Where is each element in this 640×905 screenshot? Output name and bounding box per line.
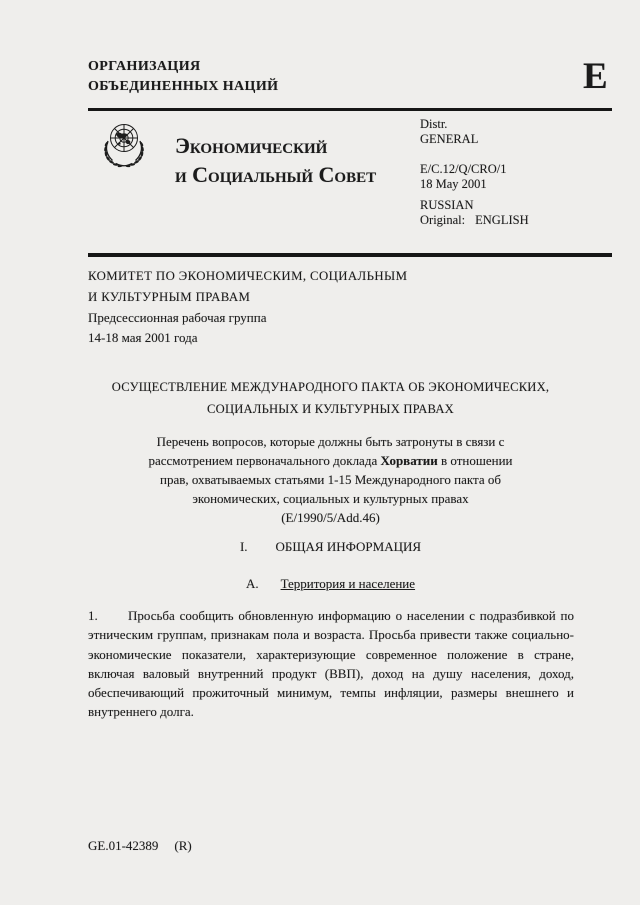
committee-name-line1: КОМИТЕТ ПО ЭКОНОМИЧЕСКИМ, СОЦИАЛЬНЫМ [88,269,408,283]
document-title-line2: СОЦИАЛЬНЫХ И КУЛЬТУРНЫХ ПРАВАХ [207,402,454,416]
ge-code: GE.01-42389 [88,838,159,853]
subtitle-line2-after: в отношении [437,453,513,468]
section-title: ОБЩАЯ ИНФОРМАЦИЯ [275,539,422,554]
committee-block [88,266,407,347]
council-title [175,131,376,189]
doc-language: RUSSIAN [420,198,474,212]
section-number: I. [239,539,248,554]
subtitle-line4: экономических, социальных и культурных правах [192,491,469,506]
document-title-line1: ОСУЩЕСТВЛЕНИЕ МЕЖДУНАРОДНОГО ПАКТА ОБ ЭКОНОМИЧЕСКИХ, [111,380,550,394]
org-name [88,57,278,97]
footer-lang-marker: (R) [174,838,192,853]
un-emblem-icon [99,119,149,174]
committee-name-line2: И КУЛЬТУРНЫМ ПРАВАМ [88,290,251,304]
original-language: ENGLISH [475,213,529,227]
org-name-line1: ОРГАНИЗАЦИЯ [88,59,201,74]
paragraph-1-number: 1. [88,608,98,623]
document-title [88,376,573,420]
subtitle-line1: Перечень вопросов, которые должны быть затронуты в связи с [156,434,505,449]
distribution-block [420,117,478,147]
paragraph-1 [88,606,574,722]
distr-label: Distr. [420,117,448,131]
country-name: Хорватии [380,453,438,468]
un-emblem-svg [99,119,149,174]
council-title-line2: и Социальный Совет [175,162,377,187]
report-reference: (E/1990/5/Add.46) [281,510,380,525]
org-name-line2: ОБЪЕДИНЕННЫХ НАЦИЙ [88,79,279,94]
subtitle-line2 [88,451,573,470]
original-label: Original: [420,213,466,227]
distr-type: GENERAL [420,132,479,146]
section-heading [88,539,573,555]
original-language-line [420,213,529,228]
working-group: Предсессионная рабочая группа [88,310,267,325]
subtitle-line3: прав, охватываемых статьями 1-15 Международного пакта об [159,472,501,487]
language-block [420,198,529,228]
footer-code [88,838,192,854]
document-subtitle [88,432,573,527]
doc-date: 18 May 2001 [420,177,487,191]
subsection-letter: A. [245,576,259,591]
session-dates: 14-18 мая 2001 года [88,329,198,345]
doc-series-letter: E [583,56,608,97]
council-title-line1: Экономический [175,133,328,158]
header-rule-top [88,108,612,111]
subsection-heading [88,576,573,592]
header-rule-bottom [88,253,612,257]
doc-number-block [420,162,506,192]
subtitle-line2-before: рассмотрением первоначального доклада [148,453,381,468]
subsection-title: Территория и население [280,576,416,591]
paragraph-1-text: Просьба сообщить обновленную информацию о населении с подразбивкой по этническим группам, признакам пола и возраста. Просьба привести также социально-экономические показатели, характеризующие современное положение в стране, включая валовый внутренний продукт (ВВП), доход на душу населения, доход, обеспечивающий прожиточный минимум, темпы инфляции, размеры внешнего и внутреннего долга. [88,608,574,720]
doc-number: E/C.12/Q/CRO/1 [420,162,507,176]
